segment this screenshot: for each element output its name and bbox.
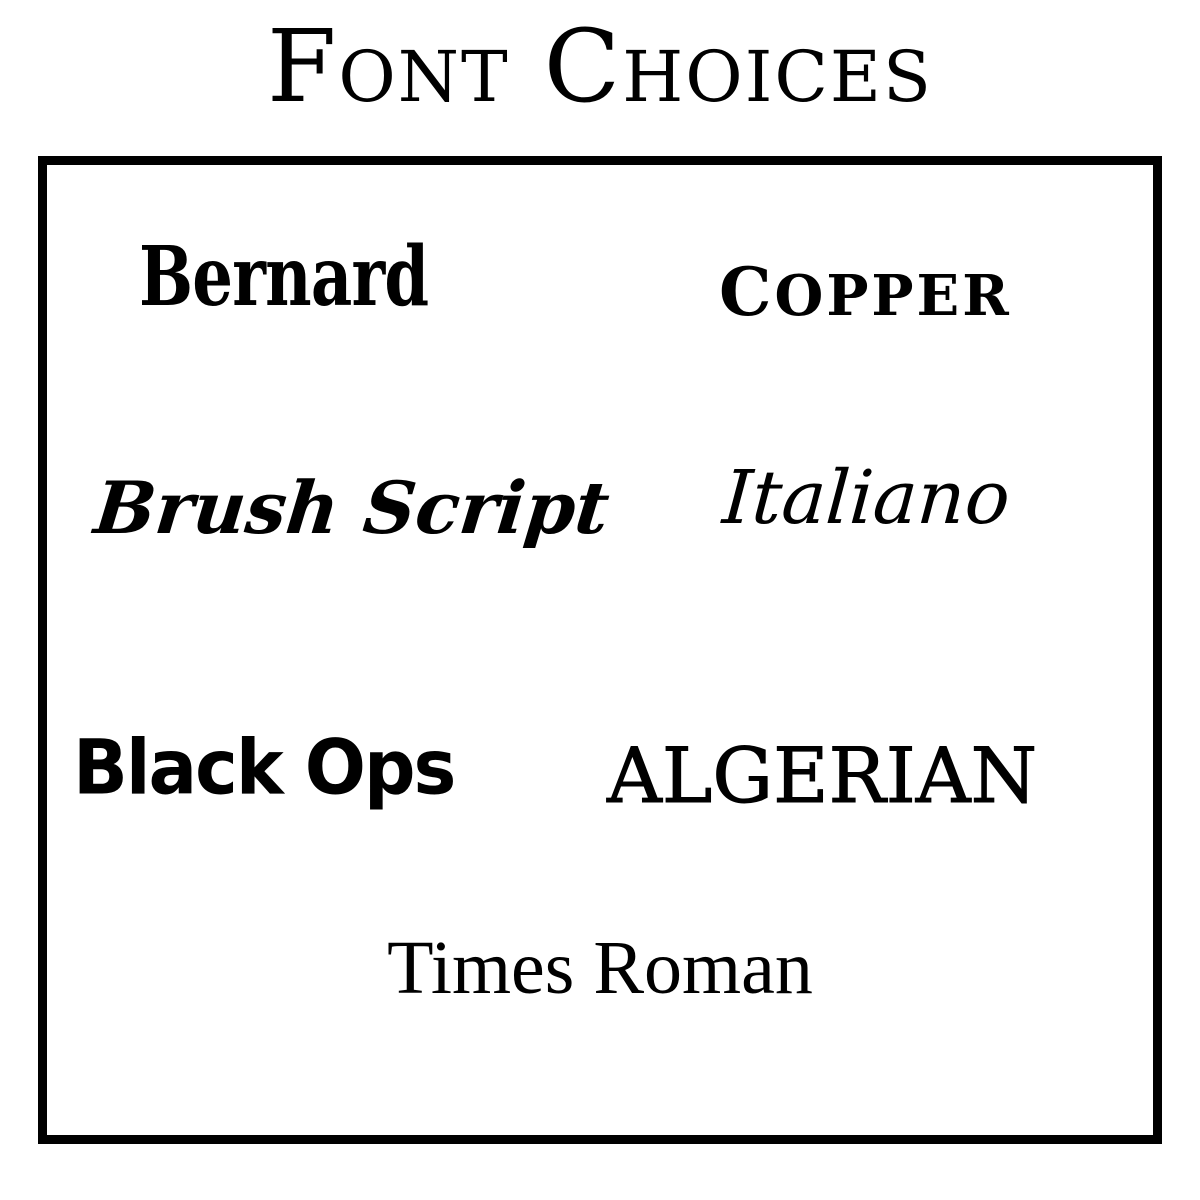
- page-title: [0, 8, 1200, 125]
- font-sample-copper: COPPER: [719, 253, 1012, 331]
- font-sample-black-ops: Black Ops: [73, 722, 455, 812]
- font-sample-algerian: ALGERIAN: [607, 731, 1038, 820]
- font-sample-brush-script: Brush Script: [90, 465, 614, 550]
- font-samples-frame: [38, 156, 1162, 1144]
- font-sample-italiano: Italiano: [719, 455, 1013, 541]
- font-sample-bernard: Bernard: [139, 229, 429, 325]
- font-sample-times-roman: Times Roman: [387, 926, 813, 1010]
- font-sample-copper-rest: OPPER: [774, 263, 1012, 329]
- page-title-word-1: FONT: [267, 8, 510, 125]
- page-title-word-2: CHOICES: [543, 8, 933, 125]
